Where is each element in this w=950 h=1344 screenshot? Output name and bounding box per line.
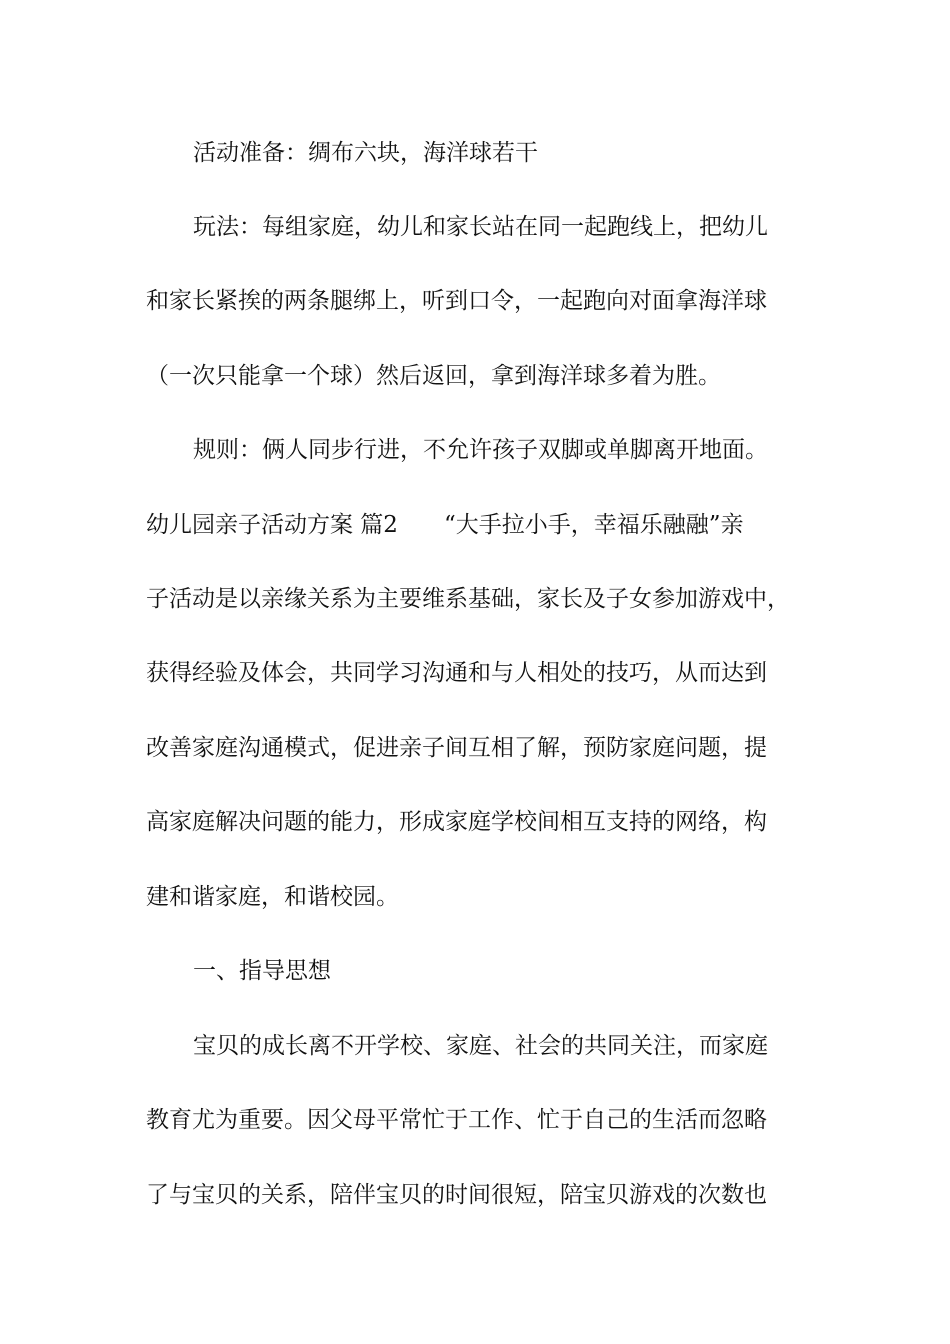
text-line-guiding-1: 宝贝的成长离不开学校、家庭、社会的共同关注，而家庭 xyxy=(193,1033,768,1059)
text-line-gameplay-cont-2: （一次只能拿一个球）然后返回，拿到海洋球多着为胜。 xyxy=(146,363,721,389)
text-line-paragraph-2: 获得经验及体会，共同学习沟通和与人相处的技巧，从而达到 xyxy=(146,660,767,686)
text-line-gameplay: 玩法：每组家庭，幼儿和家长站在同一起跑线上，把幼儿 xyxy=(193,214,768,240)
text-line-paragraph-1: 子活动是以亲缘关系为主要维系基础，家长及子女参加游戏中， xyxy=(146,586,790,612)
text-line-rules: 规则：俩人同步行进，不允许孩子双脚或单脚离开地面。 xyxy=(193,437,768,463)
text-line-gameplay-cont-1: 和家长紧挨的两条腿绑上，听到口令，一起跑向对面拿海洋球 xyxy=(146,288,767,314)
text-line-paragraph-3: 改善家庭沟通模式，促进亲子间互相了解，预防家庭问题，提 xyxy=(146,735,767,761)
text-line-guiding-3: 了与宝贝的关系，陪伴宝贝的时间很短，陪宝贝游戏的次数也 xyxy=(146,1182,767,1208)
text-line-guiding-2: 教育尤为重要。因父母平常忙于工作、忙于自己的生活而忽略 xyxy=(146,1107,767,1133)
text-line-paragraph-4: 高家庭解决问题的能力，形成家庭学校间相互支持的网络，构 xyxy=(146,809,767,835)
text-line-subheading-guiding-thought: 一、指导思想 xyxy=(193,958,331,984)
text-line-paragraph-5: 建和谐家庭，和谐校园。 xyxy=(146,884,399,910)
text-line-activity-prep: 活动准备：绸布六块，海洋球若干 xyxy=(193,140,538,166)
text-line-section-heading: 幼儿园亲子活动方案 篇2 “大手拉小手，幸福乐融融”亲 xyxy=(146,512,744,538)
